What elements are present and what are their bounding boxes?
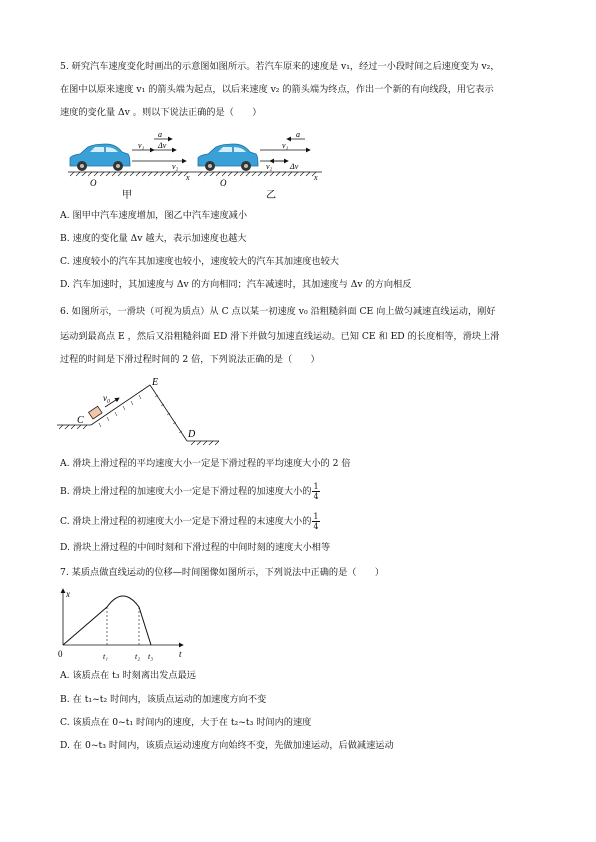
q5-stem-line-1: 5. 研究汽车速度变化时画出的示意图如图所示。若汽车原来的速度是 v₁，经过一小段时间之后速度变为 v₂， — [60, 61, 500, 72]
caption-jia: 甲 — [122, 190, 132, 201]
origin-label: O — [220, 178, 227, 188]
x-axis-label: x — [314, 173, 318, 182]
q6-option-d: D. 滑块上滑过程的中间时刻和下滑过程的中间时刻的速度大小相等 — [60, 542, 331, 553]
q7-option-c: C. 该质点在 0~t₁ 时间内的速度，大于在 t₂~t₃ 时间内的速度 — [60, 717, 312, 728]
caption-yi: 乙 — [266, 190, 276, 201]
q6-stem-line-3: 过程的时间是下滑过程时间的 2 倍，下列说法正确的是（ ） — [60, 354, 320, 365]
x-axis-label: t — [179, 649, 182, 659]
point-d-label: D — [188, 429, 196, 440]
t2-label: t₂ — [135, 652, 141, 661]
block-icon — [89, 406, 103, 419]
fraction-one-quarter: $\frac{1}{4}$ — [313, 512, 319, 531]
t1-label: t₁ — [103, 652, 109, 661]
v2-label: v₂ — [172, 162, 179, 171]
q7-xt-graph — [55, 585, 190, 665]
q6-option-b-text: B. 滑块上滑过程的加速度大小一定是下滑过程的加速度大小的 — [60, 486, 312, 497]
point-e-label: E — [152, 377, 159, 388]
car-icon — [70, 144, 130, 171]
v1-label: v₁ — [282, 141, 289, 150]
q5-stem-line-3: 速度的变化量 Δv 。则以下说法正确的是（ ） — [60, 107, 262, 118]
q5-option-d: D. 汽车加速时，其加速度与 Δv 的方向相同；汽车减速时，其加速度与 Δv 的方向相反 — [60, 279, 412, 290]
v0-label: v₀ — [103, 393, 111, 403]
a-label: a — [296, 130, 300, 139]
q6-option-c — [60, 512, 320, 531]
q7-stem: 7. 某质点做直线运动的位移—时间图像如图所示，下列说法中正确的是（ ） — [60, 567, 385, 578]
q5-stem-line-2: 在图中以原来速度 v₁ 的箭头端为起点，以后来速度 v₂ 的箭头端为终点，作出一个新的有向线段，用它表示 — [60, 84, 494, 95]
t3-label: t₃ — [148, 652, 154, 661]
q6-option-a: A. 滑块上滑过程的平均速度大小一定是下滑过程的平均速度大小的 2 倍 — [60, 458, 351, 469]
origin-label: 0 — [58, 649, 63, 659]
q5-option-b: B. 速度的变化量 Δv 越大，表示加速度也越大 — [60, 233, 247, 244]
q5-option-c: C. 速度较小的汽车其加速度也较小，速度较大的汽车其加速度也较大 — [60, 256, 339, 267]
v1-label: v₁ — [138, 141, 145, 150]
a-label: a — [158, 130, 162, 139]
q5-car-figure — [60, 128, 330, 203]
dv-label: Δv — [158, 141, 167, 150]
q5-option-a: A. 图甲中汽车速度增加，图乙中汽车速度减小 — [60, 210, 248, 221]
q6-option-b — [60, 482, 320, 501]
v2-label: v₂ — [266, 162, 273, 171]
origin-label: O — [90, 178, 97, 188]
fraction-one-quarter: $\frac{1}{4}$ — [313, 482, 319, 501]
q6-stem-line-1: 6. 如图所示，一滑块（可视为质点）从 C 点以某一初速度 v₀ 沿粗糙斜面 CE 向上做匀减速直线运动，刚好 — [60, 306, 496, 317]
x-axis-label: x — [186, 173, 190, 182]
q6-option-c-text: C. 滑块上滑过程的初速度大小一定是下滑过程的末速度大小的 — [60, 516, 312, 527]
dv-label: Δv — [290, 162, 299, 171]
y-axis-label: x — [66, 589, 70, 599]
q7-option-b: B. 在 t₁~t₂ 时间内，该质点运动的加速度方向不变 — [60, 694, 267, 705]
q6-incline-figure — [55, 373, 225, 448]
q6-stem-line-2: 运动到最高点 E ，然后又沿粗糙斜面 ED 滑下并做匀加速直线运动。已知 CE 和 ED 的长度相等，滑块上滑 — [60, 331, 500, 342]
q7-option-a: A. 该质点在 t₃ 时刻离出发点最远 — [60, 670, 196, 681]
point-c-label: C — [77, 415, 84, 426]
car-icon — [198, 144, 258, 171]
q7-option-d: D. 在 0~t₃ 时间内，该质点运动速度方向始终不变，先做加速运动，后做减速运动 — [60, 740, 394, 751]
